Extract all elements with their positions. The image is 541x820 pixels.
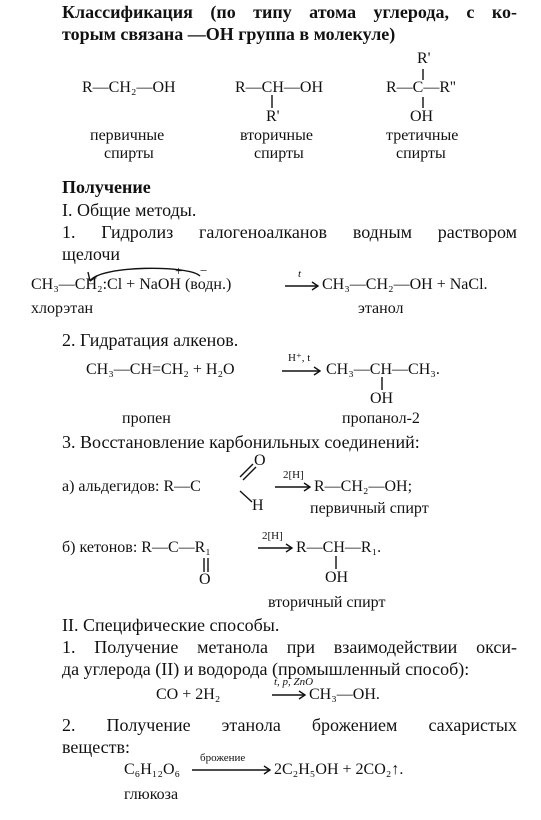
- ethanol-title-line1: 2. Получение этанола брожением сахаристых: [62, 715, 517, 735]
- secondary-label-1: вторичные: [240, 127, 313, 144]
- glucose-formula: C₆H₁₂O₆: [124, 761, 181, 778]
- specific-methods-heading: II. Специфические способы.: [62, 615, 280, 635]
- tertiary-label-2: спирты: [396, 145, 446, 162]
- tertiary-oh: OH: [410, 108, 434, 125]
- methanol-product: CH₃—OH.: [309, 686, 380, 703]
- ketone-condition: 2[H]: [262, 530, 283, 542]
- hydrolysis-products: CH₃—CH₂—OH + NaCl.: [322, 276, 488, 293]
- methanol-title-line1: 1. Получение метанола при взаимодействии окси-: [62, 637, 517, 657]
- hydrolysis-title-line1: 1. Гидролиз галогеноалканов водным раствором: [62, 222, 517, 242]
- primary-label-2: спирты: [104, 145, 154, 162]
- ethanol-label: этанол: [358, 300, 404, 317]
- methanol-condition: t, p, ZnO: [274, 676, 314, 688]
- propanol-label: пропанол-2: [342, 410, 420, 427]
- tertiary-top-substituent: R': [417, 50, 431, 67]
- secondary-label-2: спирты: [254, 145, 304, 162]
- ketone-product-oh: OH: [325, 569, 349, 586]
- primary-alcohol-label: первичный спирт: [310, 500, 429, 517]
- chloroethane-label: хлорэтан: [31, 300, 94, 317]
- charge-plus: +: [175, 263, 183, 278]
- hydrolysis-title-line2: щелочи: [62, 244, 121, 264]
- glucose-label: глюкоза: [124, 786, 179, 803]
- aldehyde-oxygen: O: [254, 452, 266, 469]
- hydration-product: CH₃—CH—CH₃.: [326, 361, 440, 378]
- secondary-alcohol-label: вторичный спирт: [268, 594, 386, 611]
- hydration-title: 2. Гидратация алкенов.: [62, 330, 239, 350]
- secondary-alcohol-formula: R—CH—OH: [235, 79, 324, 96]
- hydration-reactants: CH₃—CH=CH₂ + H₂O: [86, 361, 235, 378]
- methanol-reactants: CO + 2H₂: [156, 686, 221, 703]
- classification-title-line2: торым связана —ОН группа в молекуле): [62, 24, 396, 44]
- classification-title-line1: Классификация (по типу атома углерода, с ко-: [62, 2, 517, 22]
- ketone-reactant: б) кетонов: R—C—R₁: [62, 539, 211, 556]
- hydration-condition: H⁺, t: [288, 352, 311, 364]
- primary-label-1: первичные: [90, 127, 165, 144]
- general-methods-heading: I. Общие методы.: [62, 200, 197, 220]
- aldehyde-hydrogen: H: [252, 497, 264, 514]
- aldehyde-condition: 2[H]: [283, 469, 304, 481]
- fermentation-products: 2C₂H₅OH + 2CO₂↑.: [274, 761, 404, 778]
- ketone-oxygen: O: [199, 571, 211, 588]
- ketone-product: R—CH—R₁.: [296, 539, 382, 556]
- charge-minus: −: [200, 263, 208, 278]
- preparation-heading: Получение: [62, 177, 151, 197]
- hydration-oh: OH: [370, 390, 394, 407]
- reduction-title: 3. Восстановление карбонильных соединений:: [62, 432, 420, 452]
- fermentation-condition: брожение: [200, 752, 246, 764]
- aldehyde-reactant: а) альдегидов: R—C: [62, 478, 201, 495]
- tertiary-label-1: третичные: [386, 127, 459, 144]
- ethanol-title-line2: веществ:: [62, 737, 131, 757]
- hydrolysis-reactants: CH₃—CH₂:Cl + NaOH (водн.): [31, 276, 232, 293]
- hydrolysis-condition: t: [298, 268, 302, 280]
- aldehyde-product: R—CH₂—OH;: [314, 478, 413, 495]
- tertiary-alcohol-formula: R—C—R'': [386, 79, 456, 96]
- methanol-title-line2: да углерода (II) и водорода (промышленный способ):: [62, 659, 470, 679]
- propene-label: пропен: [122, 410, 171, 427]
- primary-alcohol-formula: R—CH₂—OH: [82, 79, 176, 96]
- secondary-substituent: R': [266, 108, 280, 125]
